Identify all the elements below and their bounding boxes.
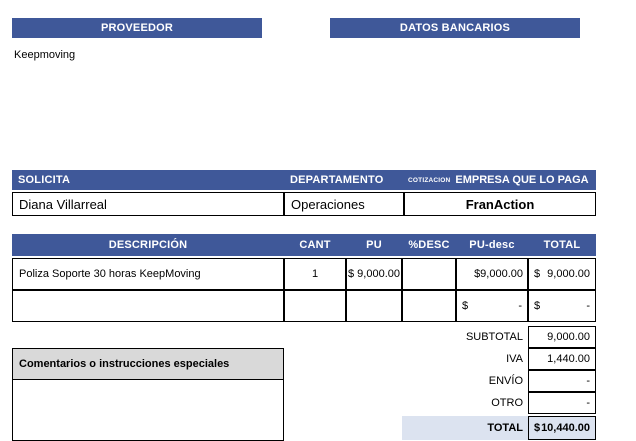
table-row-2-total[interactable]	[528, 290, 596, 322]
bank-details-section-header: DATOS BANCARIOS	[330, 18, 580, 38]
supplier-name-value: Keepmoving	[14, 49, 76, 61]
comments-input[interactable]	[12, 380, 284, 441]
table-row-2-pu-desc-symbol: $	[462, 300, 469, 312]
totals-label-grand: TOTAL	[402, 416, 528, 440]
table-row-1-pu-desc[interactable]: $9,000.00	[456, 258, 528, 290]
totals-value-envio[interactable]: -	[528, 370, 596, 392]
table-row-2-total-amount: -	[586, 300, 590, 312]
items-header-pct-desc: %DESC	[402, 234, 456, 256]
table-row-2-pu-desc-amount: -	[518, 300, 522, 312]
items-header-pu: PU	[346, 234, 402, 256]
solicita-value[interactable]: Diana Villarreal	[12, 192, 284, 216]
table-row-2-descripcion[interactable]	[12, 290, 284, 322]
table-row-1-total[interactable]	[528, 258, 596, 290]
totals-label-iva: IVA	[506, 353, 523, 365]
totals-grand-symbol: $	[534, 422, 541, 434]
table-row-1-descripcion[interactable]: Poliza Soporte 30 horas KeepMoving	[12, 258, 284, 290]
supplier-section-header: PROVEEDOR	[12, 18, 262, 38]
table-row-2-total-symbol: $	[534, 300, 541, 312]
items-header-cant: CANT	[284, 234, 346, 256]
totals-grand-amount: 10,440.00	[541, 422, 590, 434]
items-header-total: TOTAL	[528, 234, 596, 256]
cotizacion-column-header: COTIZACION	[404, 170, 596, 190]
totals-label-subtotal: SUBTOTAL	[465, 331, 523, 343]
totals-value-grand[interactable]	[528, 416, 596, 440]
solicita-column-header: SOLICITA	[12, 170, 284, 190]
totals-value-otro[interactable]: -	[528, 392, 596, 414]
totals-value-iva[interactable]: 1,440.00	[528, 348, 596, 370]
departamento-value[interactable]: Operaciones	[284, 192, 404, 216]
departamento-column-header: DEPARTAMENTO	[284, 170, 404, 190]
table-row-1-total-amount: 9,000.00	[547, 268, 590, 280]
empresa-value[interactable]: FranAction	[404, 192, 596, 216]
totals-label-envio: ENVÍO	[488, 375, 523, 387]
empresa-column-header: EMPRESA QUE LO PAGA	[455, 174, 589, 186]
totals-value-subtotal[interactable]: 9,000.00	[528, 326, 596, 348]
comments-title: Comentarios o instrucciones especiales	[12, 348, 284, 380]
table-row-2-pu[interactable]	[346, 290, 402, 322]
table-row-2-pct-desc[interactable]	[402, 290, 456, 322]
items-header-descripcion: DESCRIPCIÓN	[12, 234, 284, 256]
table-row-1-pu[interactable]: $ 9,000.00	[346, 258, 402, 290]
table-row-1-total-symbol: $	[534, 268, 541, 280]
items-header-pu-desc: PU-desc	[456, 234, 528, 256]
table-row-2-cant[interactable]	[284, 290, 346, 322]
table-row-2-pu-desc[interactable]	[456, 290, 528, 322]
table-row-1-cant[interactable]: 1	[284, 258, 346, 290]
totals-label-otro: OTRO	[491, 397, 523, 409]
table-row-1-pct-desc[interactable]	[402, 258, 456, 290]
